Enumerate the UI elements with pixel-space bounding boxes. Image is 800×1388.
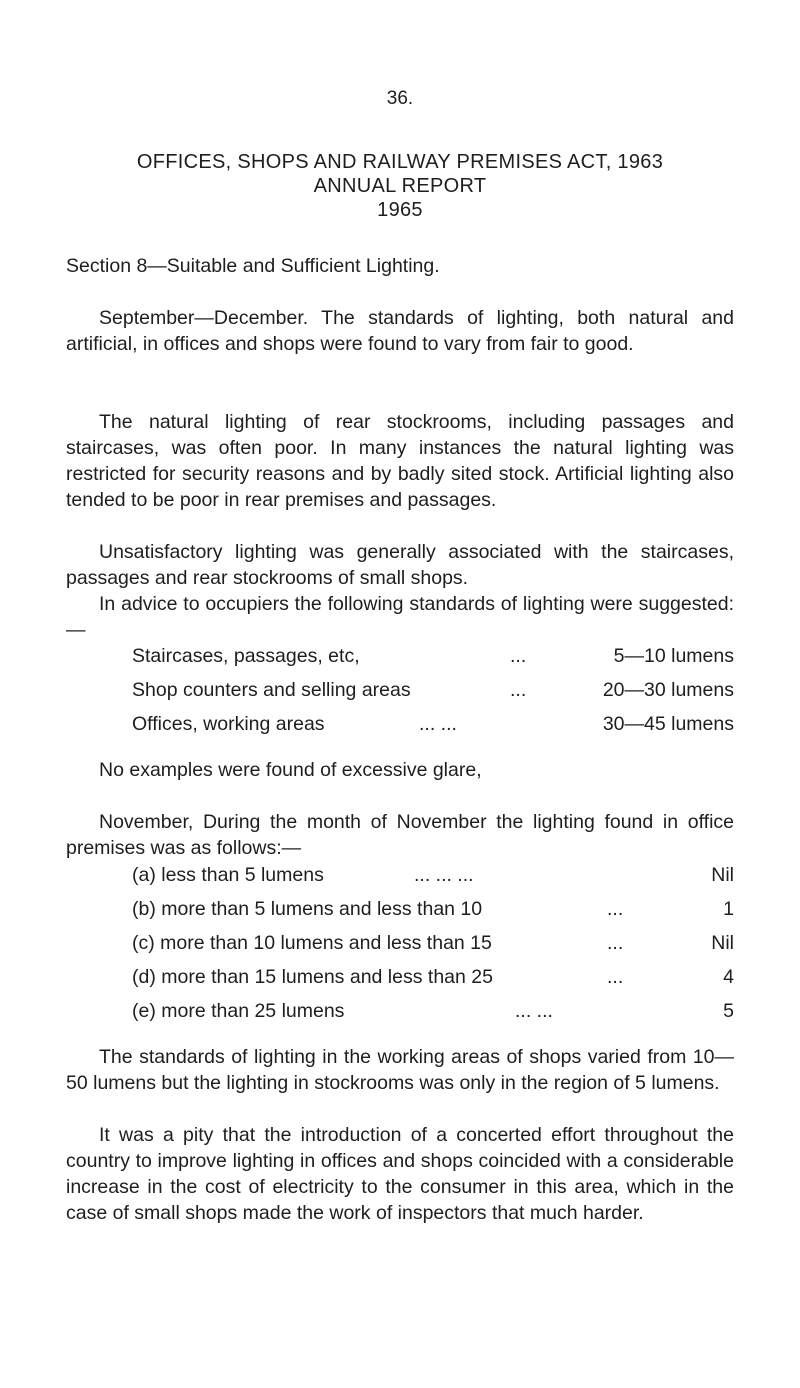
result-row <box>132 862 734 888</box>
result-row-value: Nil <box>711 864 734 886</box>
standards-row-label: Shop counters and selling areas <box>132 679 411 701</box>
result-row-value: Nil <box>711 932 734 954</box>
standards-row-label: Offices, working areas <box>132 713 325 735</box>
leader-dots: ... ... <box>419 713 457 735</box>
report-title-act: OFFICES, SHOPS AND RAILWAY PREMISES ACT, 1963 <box>136 151 664 173</box>
paragraph-glare: No examples were found of excessive glare, <box>99 759 482 781</box>
standards-row-label: Staircases, passages, etc, <box>132 645 360 667</box>
paragraph-standards-shops: The standards of lighting in the working areas of shops varied from 10—50 lumens but the lighting in stockrooms was only in the region of 5 lumens. <box>66 1046 734 1094</box>
paragraph-natural-lighting: The natural lighting of rear stockrooms, including passages and staircases, was often poor. In many instances the natural lighting was restricted for security reasons and by badly sited stock. Artificial lighting also tended to be poor in rear premises and passages. <box>66 411 734 511</box>
report-title-year: 1965 <box>377 199 423 221</box>
section-heading: Section 8—Suitable and Sufficient Lighting. <box>66 255 440 277</box>
result-row-label: (c) more than 10 lumens and less than 15 <box>132 932 492 954</box>
standards-row <box>132 643 734 669</box>
result-row-label: (e) more than 25 lumens <box>132 1000 345 1022</box>
standards-row <box>132 677 734 703</box>
leader-dots: ... <box>510 679 527 701</box>
leader-dots: ... ... <box>515 1000 553 1022</box>
result-row-value: 5 <box>723 1000 734 1022</box>
result-row <box>132 930 734 956</box>
result-row-value: 1 <box>723 898 734 920</box>
leader-dots: ... <box>607 932 624 954</box>
page-number: 36. <box>386 88 414 109</box>
paragraph-concerted-effort: It was a pity that the introduction of a concerted effort throughout the country to improve lighting in offices and shops coincided with a considerable increase in the cost of electricity to the consumer in this area, which in the case of small shops made the work of inspectors that much harder. <box>66 1124 734 1224</box>
paragraph-unsatisfactory: Unsatisfactory lighting was generally associated with the staircases, passages and rear stockrooms of small shops. <box>66 541 734 589</box>
standards-row-value: 20—30 lumens <box>602 679 734 701</box>
standards-row-value: 30—45 lumens <box>602 713 734 735</box>
report-title-annual-report: ANNUAL REPORT <box>313 175 487 197</box>
leader-dots: ... <box>607 966 624 988</box>
paragraph-advice: In advice to occupiers the following standards of lighting were suggested:— <box>66 593 734 641</box>
result-row <box>132 896 734 922</box>
result-row-label: (a) less than 5 lumens <box>132 864 324 886</box>
result-row <box>132 964 734 990</box>
leader-dots: ... ... ... <box>414 864 474 886</box>
paragraph-september: September—December. The standards of lighting, both natural and artificial, in offices and shops were found to vary from fair to good. <box>66 307 734 355</box>
leader-dots: ... <box>510 645 527 667</box>
standards-row-value: 5—10 lumens <box>613 645 734 667</box>
standards-row <box>132 711 734 737</box>
paragraph-november: November, During the month of November the lighting found in office premises was as follows:— <box>66 811 734 859</box>
result-row <box>132 998 734 1024</box>
result-row-value: 4 <box>723 966 734 988</box>
leader-dots: ... <box>607 898 624 920</box>
result-row-label: (d) more than 15 lumens and less than 25 <box>132 966 493 988</box>
result-row-label: (b) more than 5 lumens and less than 10 <box>132 898 483 920</box>
